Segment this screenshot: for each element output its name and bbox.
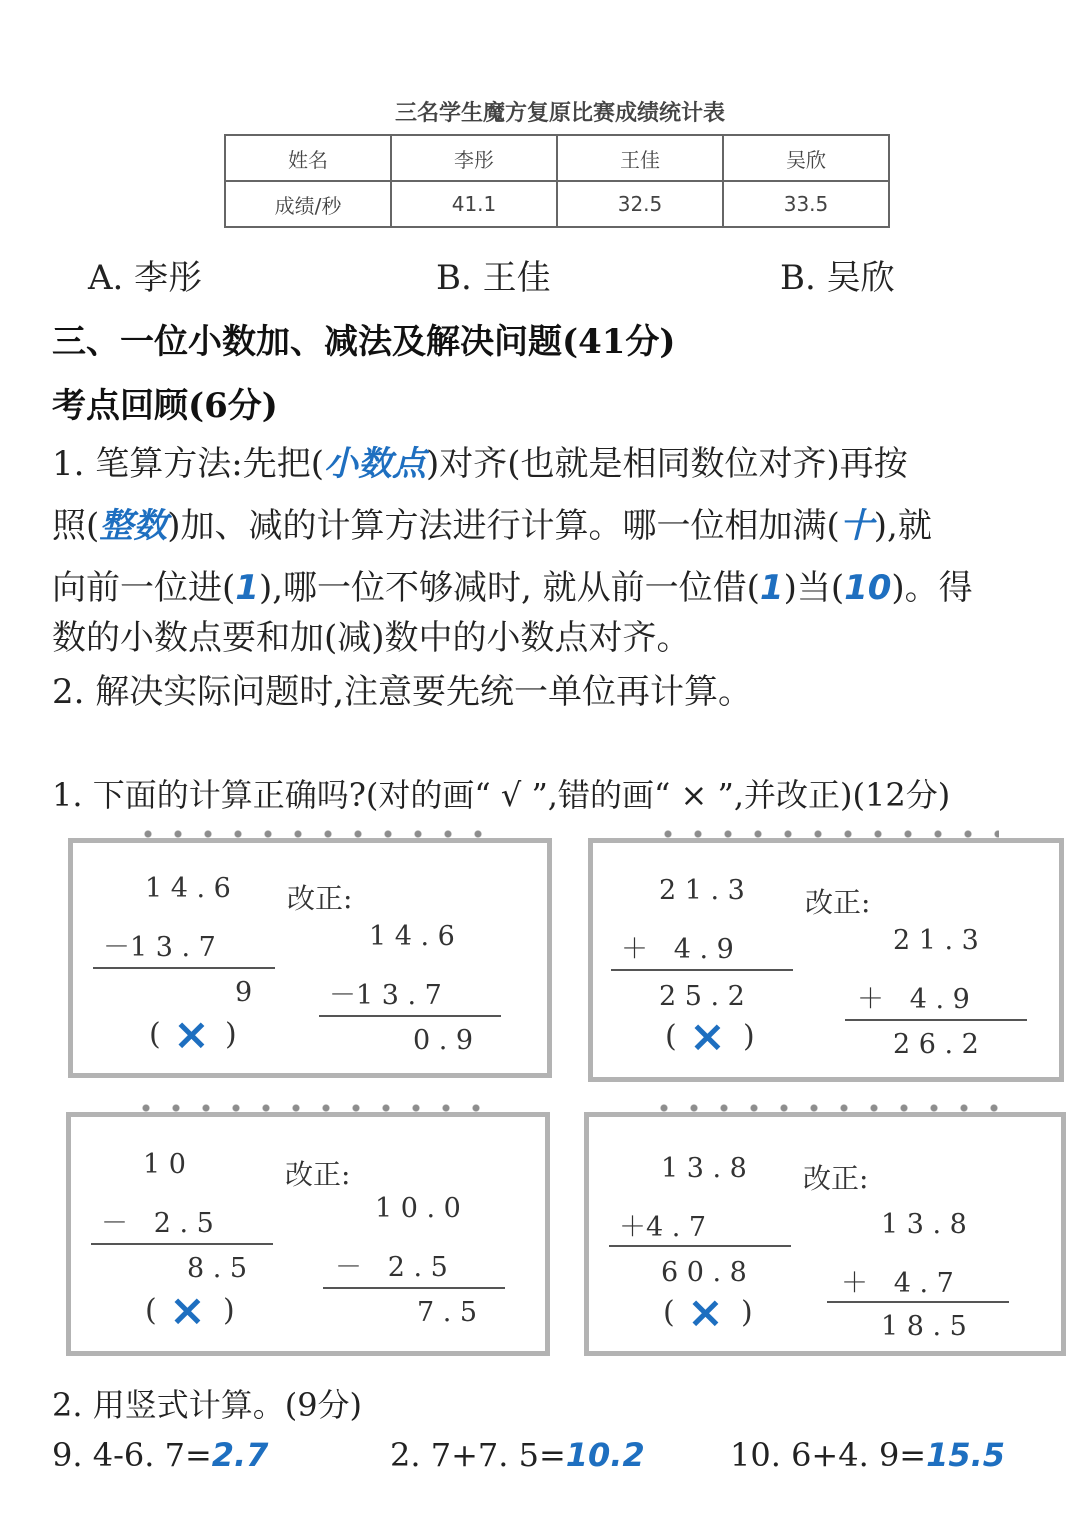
mark-parentheses: )	[743, 1019, 755, 1054]
correction-bottom: ＋ 4 . 9	[857, 984, 970, 1015]
sum-line	[323, 1287, 505, 1289]
answer-3: 15.5	[926, 1436, 1006, 1474]
sum-line	[91, 1243, 273, 1245]
table-cell: 33.5	[723, 181, 889, 227]
cross-mark-icon: ×	[689, 1011, 726, 1062]
correction-bottom: －1 3 . 7	[329, 980, 442, 1011]
cross-mark-icon: ×	[173, 1009, 210, 1060]
sum-line	[93, 967, 275, 969]
operand-top: 1 0	[143, 1149, 186, 1180]
correction-bottom: ＋ 4 . 7	[841, 1268, 954, 1299]
table-header-cell: 王佳	[557, 135, 723, 181]
correction-label: 改正:	[805, 886, 871, 919]
option-c: B. 吴欣	[780, 258, 895, 298]
mark-parentheses: )	[741, 1295, 753, 1330]
sum-line	[609, 1245, 791, 1247]
operand-top: 2 1 . 3	[659, 875, 745, 906]
q2-title: 2. 用竖式计算。(9分)	[52, 1386, 363, 1424]
correction-result: 2 6 . 2	[893, 1029, 979, 1060]
expression-2: 2. 7+7. 5=10.2	[390, 1436, 645, 1474]
sum-line	[827, 1301, 1009, 1303]
cross-mark-icon: ×	[687, 1287, 724, 1338]
expression-1: 9. 4-6. 7=2.7	[52, 1436, 269, 1474]
answer-2: 10.2	[565, 1436, 645, 1474]
cross-mark-icon: ×	[169, 1285, 206, 1336]
result: 9	[235, 977, 253, 1008]
operand-bottom: － 2 . 5	[101, 1208, 214, 1239]
result: 2 5 . 2	[659, 981, 745, 1012]
expression-3: 10. 6+4. 9=15.5	[730, 1436, 1006, 1474]
operand-bottom: ＋ 4 . 9	[621, 934, 734, 965]
review-title: 考点回顾(6分)	[52, 386, 278, 426]
review-line-4: 数的小数点要和加(减)数中的小数点对齐。	[52, 618, 691, 658]
answer-borrow: 1	[759, 568, 784, 608]
answer-ten: 十	[839, 506, 874, 546]
table-header-cell: 吴欣	[723, 135, 889, 181]
table-title: 三名学生魔方复原比赛成绩统计表	[394, 101, 725, 126]
calc-box-3	[66, 1112, 550, 1356]
table-header-cell: 李彤	[391, 135, 557, 181]
mark-parentheses: (	[663, 1295, 675, 1330]
correction-label: 改正:	[803, 1162, 869, 1195]
correction-result: 0 . 9	[413, 1025, 474, 1056]
table-row	[225, 181, 889, 227]
answer-ten-units: 10	[844, 568, 892, 608]
result: 6 0 . 8	[661, 1257, 747, 1288]
answer-1: 2.7	[211, 1436, 269, 1474]
review-line-2: 照(整数)加、减的计算方法进行计算。哪一位相加满(十),就	[52, 506, 932, 546]
correction-label: 改正:	[285, 1158, 351, 1191]
correction-bottom: － 2 . 5	[335, 1252, 448, 1283]
score-table	[224, 134, 890, 228]
sum-line	[611, 969, 793, 971]
mark-parentheses: )	[223, 1293, 235, 1328]
mark-parentheses: (	[145, 1293, 157, 1328]
correction-top: 1 4 . 6	[369, 921, 455, 952]
operand-top: 1 4 . 6	[145, 873, 231, 904]
sum-line	[845, 1019, 1027, 1021]
answer-carry: 1	[235, 568, 259, 608]
answer-decimal-point: 小数点	[323, 444, 426, 484]
correction-label: 改正:	[287, 882, 353, 915]
answer-integer: 整数	[99, 506, 168, 546]
result: 8 . 5	[187, 1253, 248, 1284]
review-line-5: 2. 解决实际问题时,注意要先统一单位再计算。	[52, 672, 753, 712]
operand-top: 1 3 . 8	[661, 1153, 747, 1184]
mark-parentheses: (	[149, 1017, 161, 1052]
correction-result: 7 . 5	[417, 1297, 478, 1328]
table-cell: 32.5	[557, 181, 723, 227]
calc-box-4	[584, 1112, 1066, 1356]
q1-title: 1. 下面的计算正确吗?(对的画“ √ ”,错的画“ × ”,并改正)(12分)	[52, 776, 951, 814]
section-title: 三、一位小数加、减法及解决问题(41分)	[52, 322, 676, 362]
table-cell: 41.1	[391, 181, 557, 227]
operand-bottom: ＋4 . 7	[619, 1212, 707, 1243]
mark-parentheses: )	[225, 1017, 237, 1052]
table-header-cell: 姓名	[225, 135, 391, 181]
mark-parentheses: (	[665, 1019, 677, 1054]
correction-result: 1 8 . 5	[881, 1311, 967, 1342]
correction-top: 1 3 . 8	[881, 1209, 967, 1240]
table-row	[225, 135, 889, 181]
calc-box-2	[588, 838, 1064, 1082]
correction-top: 1 0 . 0	[375, 1193, 461, 1224]
option-a: A. 李彤	[88, 258, 203, 298]
correction-top: 2 1 . 3	[893, 925, 979, 956]
option-b: B. 王佳	[436, 258, 551, 298]
table-row-label: 成绩/秒	[225, 181, 391, 227]
sum-line	[319, 1015, 501, 1017]
review-line-1: 1. 笔算方法:先把(小数点)对齐(也就是相同数位对齐)再按	[52, 444, 908, 484]
review-line-3: 向前一位进(1),哪一位不够减时, 就从前一位借(1)当(10)。得	[52, 568, 973, 608]
operand-bottom: －1 3 . 7	[103, 932, 216, 963]
calc-box-1	[68, 838, 552, 1078]
